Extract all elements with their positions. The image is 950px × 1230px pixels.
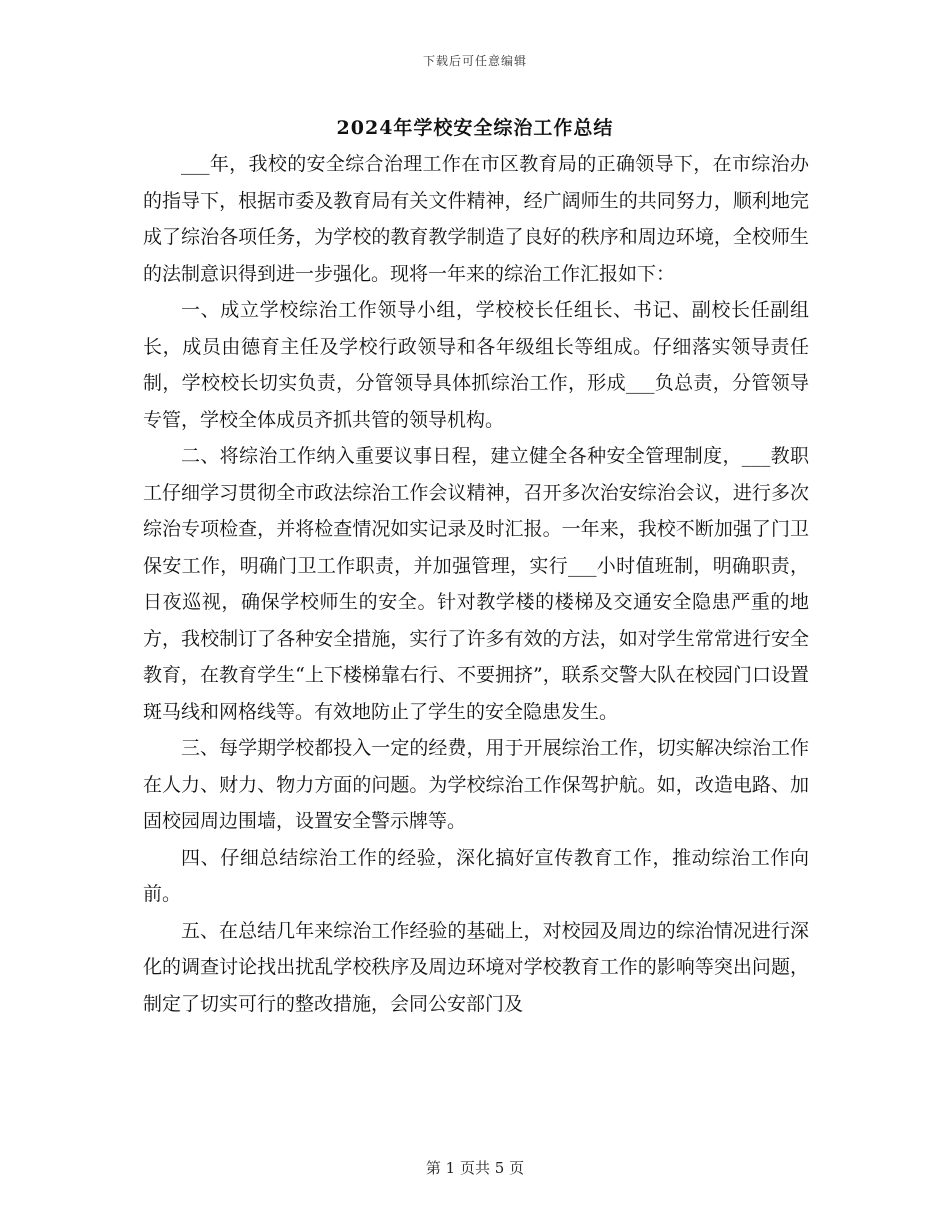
page-header-note: 下载后可任意编辑 [422, 54, 527, 68]
paragraph-section-4: 四、仔细总结综治工作的经验，深化搞好宣传教育工作，推动综治工作向前。 [143, 846, 809, 905]
paragraph-intro: ___年，我校的安全综合治理工作在市区教育局的正确领导下，在市综治办的指导下，根据市委及教育局有关文件精神，经广阔师生的共同努力，顺利地完成了综治各项任务，为学校的教育教学制造了良好的秩序和周边环境，全校师生的法制意识得到进一步强化。现将一年来的综治工作汇报如下： [143, 153, 809, 285]
paragraph-section-3: 三、每学期学校都投入一定的经费，用于开展综治工作，切实解决综治工作在人力、财力、物力方面的问题。为学校综治工作保驾护航。如，改造电路、加固校园周边围墙，设置安全警示牌等。 [143, 737, 809, 832]
document-body [143, 146, 809, 1022]
document-title: 2024年学校安全综治工作总结 [336, 117, 614, 139]
page-number: 第 1 页共 5 页 [425, 1159, 525, 1177]
paragraph-section-5: 五、在总结几年来综治工作经验的基础上，对校园及周边的综治情况进行深化的调查讨论找出扰乱学校秩序及周边环境对学校教育工作的影响等突出问题，制定了切实可行的整改措施，会同公安部门及 [143, 919, 809, 1015]
paragraph-section-1: 一、成立学校综治工作领导小组，学校校长任组长、书记、副校长任副组长，成员由德育主任及学校行政领导和各年级组长等组成。仔细落实领导责任制，学校校长切实负责，分管领导具体抓综治工作，形成___负总责，分管领导专管，学校全体成员齐抓共管的领导机构。 [143, 299, 809, 431]
paragraph-section-2: 二、将综治工作纳入重要议事日程，建立健全各种安全管理制度，___教职工仔细学习贯彻全市政法综治工作会议精神，召开多次治安综治会议，进行多次综治专项检查，并将检查情况如实记录及时汇报。一年来，我校不断加强了门卫保安工作，明确门卫工作职责，并加强管理，实行___小时值班制，明确职责，日夜巡视，确保学校师生的安全。针对教学楼的楼梯及交通安全隐患严重的地方，我校制订了各种安全措施，实行了许多有效的方法，如对学生常常进行安全教育，在教育学生“上下楼梯靠右行、不要拥挤”，联系交警大队在校园门口设置斑马线和网格线等。有效地防止了学生的安全隐患发生。 [143, 445, 809, 723]
